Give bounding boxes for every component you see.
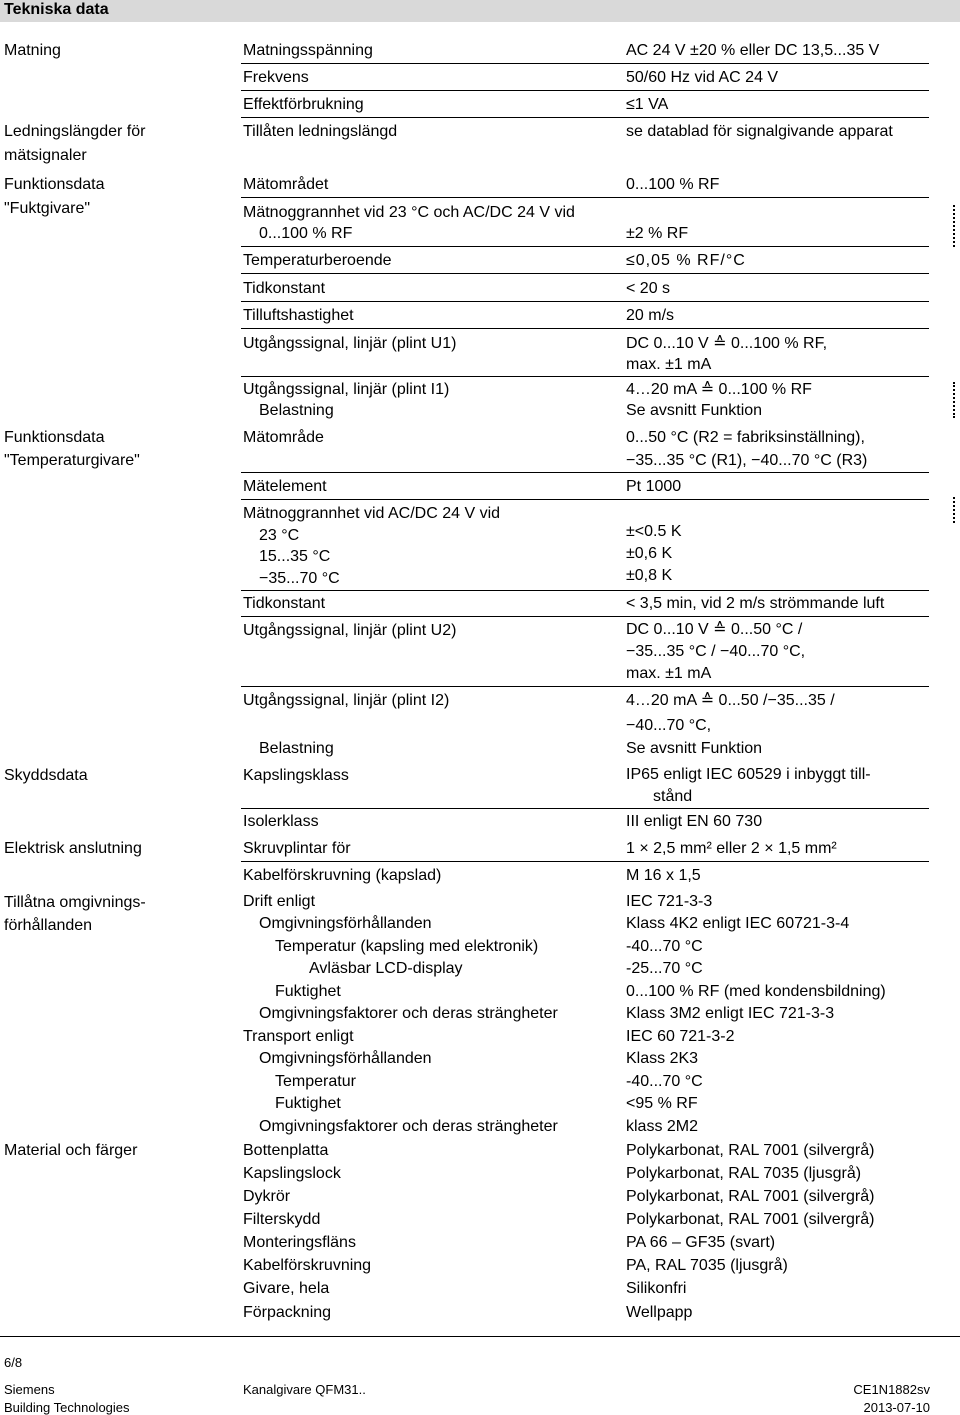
value-drift-fukt: 0...100 % RF (med kondensbildning) (626, 983, 886, 1000)
footer-product: Kanalgivare QFM31.. (243, 1382, 366, 1397)
value-noggrannhet-t-35-70: ±0,8 K (626, 567, 673, 584)
row-divider (241, 63, 929, 64)
label-matningsspanning: Matningsspänning (243, 42, 373, 59)
label-material: Monteringsfläns (243, 1234, 356, 1251)
row-divider (241, 472, 929, 473)
category-fukt-line1: Funktionsdata (4, 176, 105, 193)
label-utg-u1: Utgångssignal, linjär (plint U1) (243, 335, 457, 352)
value-noggrannhet-t-23: ±<0.5 K (626, 523, 682, 540)
label-noggrannhet-t-35-70: −35...70 °C (259, 570, 340, 587)
label-noggrannhet-t-23: 23 °C (259, 527, 300, 544)
row-divider (241, 499, 929, 500)
value-kabelforskruvning: M 16 x 1,5 (626, 867, 701, 884)
label-drift-fukt: Fuktighet (275, 983, 341, 1000)
category-ledning-line1: Ledningslängder för (4, 123, 146, 140)
value-material: Polykarbonat, RAL 7001 (silvergrå) (626, 1188, 875, 1205)
label-effekt: Effektförbrukning (243, 96, 364, 113)
value-drift-faktor: Klass 3M2 enligt IEC 721-3-3 (626, 1005, 835, 1022)
label-utg-u2: Utgångssignal, linjär (plint U2) (243, 622, 457, 639)
value-utg-u2-line2: −35...35 °C / −40...70 °C, (626, 643, 806, 660)
row-divider (241, 686, 929, 687)
label-kapslingsklass: Kapslingsklass (243, 767, 349, 784)
row-divider (241, 117, 929, 118)
label-drift-lcd: Avläsbar LCD-display (309, 960, 463, 977)
value-material: Polykarbonat, RAL 7001 (silvergrå) (626, 1211, 875, 1228)
value-material: Polykarbonat, RAL 7001 (silvergrå) (626, 1142, 875, 1159)
category-skydd: Skyddsdata (4, 767, 88, 784)
label-matomrade-t: Mätområde (243, 429, 324, 446)
value-drift-temp: -40...70 °C (626, 938, 703, 955)
value-drift-omgiv: Klass 4K2 enligt IEC 60721-3-4 (626, 915, 850, 932)
category-ledning-line2: mätsignaler (4, 147, 87, 164)
value-material: Polykarbonat, RAL 7035 (ljusgrå) (626, 1165, 862, 1182)
revision-mark (953, 205, 959, 247)
label-utg-i2: Utgångssignal, linjär (plint I2) (243, 692, 450, 709)
label-ledningslangd: Tillåten ledningslängd (243, 123, 398, 140)
value-material: Wellpapp (626, 1304, 693, 1321)
value-utg-i1-line1: 4…20 mA ≙ 0...100 % RF (626, 381, 812, 398)
value-utg-i2-line1: 4…20 mA ≙ 0...50 /−35...35 / (626, 692, 835, 709)
value-material: Silikonfri (626, 1280, 687, 1297)
value-transport-temp: -40...70 °C (626, 1073, 703, 1090)
label-matelement: Mätelement (243, 478, 327, 495)
label-transport-omgiv: Omgivningsförhållanden (259, 1050, 432, 1067)
label-material: Kabelförskruvning (243, 1257, 372, 1274)
category-elektrisk: Elektrisk anslutning (4, 840, 142, 857)
value-material: PA, RAL 7035 (ljusgrå) (626, 1257, 788, 1274)
revision-mark (953, 382, 959, 418)
label-tidkonstant-t: Tidkonstant (243, 595, 326, 612)
label-transport-temp: Temperatur (275, 1073, 356, 1090)
row-divider (241, 616, 929, 617)
value-matelement: Pt 1000 (626, 478, 682, 495)
row-divider (241, 590, 929, 591)
label-material: Filterskydd (243, 1211, 321, 1228)
label-noggrannhet-t-line1: Mätnoggrannhet vid AC/DC 24 V vid (243, 505, 501, 522)
row-divider (241, 861, 929, 862)
footer-company-line2: Building Technologies (4, 1400, 130, 1415)
category-material: Material och färger (4, 1142, 138, 1159)
label-frekvens: Frekvens (243, 69, 309, 86)
value-isolerklass: III enligt EN 60 730 (626, 813, 763, 830)
footer-doc-id: CE1N1882sv (853, 1382, 930, 1397)
title-bar (0, 0, 960, 22)
value-transport-omgiv: Klass 2K3 (626, 1050, 699, 1067)
category-temp-line2: "Temperaturgivare" (4, 452, 140, 469)
category-temp-line1: Funktionsdata (4, 429, 105, 446)
label-drift: Drift enligt (243, 893, 316, 910)
category-omgiv-line1: Tillåtna omgivnings- (4, 894, 146, 911)
label-material: Kapslingslock (243, 1165, 341, 1182)
label-material: Förpackning (243, 1304, 332, 1321)
footer-company-line1: Siemens (4, 1382, 55, 1397)
page-title: Tekniska data (4, 1, 109, 18)
row-divider (241, 197, 929, 198)
label-drift-temp: Temperatur (kapsling med elektronik) (275, 938, 539, 955)
row-divider (241, 301, 929, 302)
value-transport: IEC 60 721-3-2 (626, 1028, 735, 1045)
value-transport-faktor: klass 2M2 (626, 1118, 699, 1135)
value-noggrannhet-t-15-35: ±0,6 K (626, 545, 673, 562)
value-utg-u2-line1: DC 0...10 V ≙ 0...50 °C / (626, 621, 803, 638)
row-divider (241, 246, 929, 247)
row-divider (241, 808, 929, 809)
value-tidkonstant-t: < 3,5 min, vid 2 m/s strömmande luft (626, 595, 885, 612)
label-temperaturberoende: Temperaturberoende (243, 252, 392, 269)
value-tilluft: 20 m/s (626, 307, 675, 324)
value-matningsspanning: AC 24 V ±20 % eller DC 13,5...35 V (626, 42, 880, 59)
value-effekt: ≤1 VA (626, 96, 669, 113)
value-skruvplintar: 1 × 2,5 mm² eller 2 × 1,5 mm² (626, 840, 837, 857)
value-matomrade-t-line2: −35...35 °C (R1), −40...70 °C (R3) (626, 452, 868, 469)
footer-divider (0, 1336, 960, 1337)
label-utg-i1-line1: Utgångssignal, linjär (plint I1) (243, 381, 450, 398)
value-drift-lcd: -25...70 °C (626, 960, 703, 977)
value-matomradet-rf: 0...100 % RF (626, 176, 720, 193)
label-tidkonstant-rf: Tidkonstant (243, 280, 326, 297)
label-transport-faktor: Omgivningsfaktorer och deras strängheter (259, 1118, 558, 1135)
value-utg-i2-line2: −40...70 °C, (626, 717, 712, 734)
label-belastning-i2: Belastning (259, 740, 334, 757)
category-fukt-line2: "Fuktgivare" (4, 200, 91, 217)
label-tilluft: Tilluftshastighet (243, 307, 354, 324)
revision-mark (953, 497, 959, 523)
row-divider (241, 328, 929, 329)
value-material: PA 66 – GF35 (svart) (626, 1234, 776, 1251)
value-utg-i1-line2: Se avsnitt Funktion (626, 402, 763, 419)
footer-date: 2013-07-10 (863, 1400, 930, 1415)
category-matning: Matning (4, 42, 61, 59)
value-utg-u1-line2: max. ±1 mA (626, 356, 712, 373)
label-noggrannhet-rf-line1: Mätnoggrannhet vid 23 °C och AC/DC 24 V vid (243, 204, 575, 221)
label-transport: Transport enligt (243, 1028, 354, 1045)
row-divider (241, 90, 929, 91)
value-transport-fukt: <95 % RF (626, 1095, 698, 1112)
row-divider (241, 273, 929, 274)
label-matomradet-rf: Mätområdet (243, 176, 329, 193)
label-isolerklass: Isolerklass (243, 813, 319, 830)
category-omgiv-line2: förhållanden (4, 917, 93, 934)
value-matomrade-t-line1: 0...50 °C (R2 = fabriksinställning), (626, 429, 865, 446)
label-skruvplintar: Skruvplintar för (243, 840, 351, 857)
value-kapslingsklass-line2: stånd (653, 788, 693, 805)
value-temperaturberoende: ≤0,05 % RF/°C (626, 252, 746, 269)
label-kabelforskruvning: Kabelförskruvning (kapslad) (243, 867, 442, 884)
value-utg-u1-line1: DC 0...10 V ≙ 0...100 % RF, (626, 335, 828, 352)
label-material: Givare, hela (243, 1280, 330, 1297)
label-material: Bottenplatta (243, 1142, 329, 1159)
label-transport-fukt: Fuktighet (275, 1095, 341, 1112)
value-utg-i2-line3: Se avsnitt Funktion (626, 740, 763, 757)
label-noggrannhet-rf-line2: 0...100 % RF (259, 225, 353, 242)
value-frekvens: 50/60 Hz vid AC 24 V (626, 69, 779, 86)
value-ledningslangd: se datablad för signalgivande apparat (626, 123, 893, 140)
value-utg-u2-line3: max. ±1 mA (626, 665, 712, 682)
value-noggrannhet-rf: ±2 % RF (626, 225, 689, 242)
row-divider (241, 376, 929, 377)
label-material: Dykrör (243, 1188, 291, 1205)
label-drift-omgiv: Omgivningsförhållanden (259, 915, 432, 932)
footer-page-number: 6/8 (4, 1355, 23, 1370)
label-drift-faktor: Omgivningsfaktorer och deras strängheter (259, 1005, 558, 1022)
value-kapslingsklass-line1: IP65 enligt IEC 60529 i inbyggt till- (626, 766, 871, 783)
value-tidkonstant-rf: < 20 s (626, 280, 671, 297)
value-drift: IEC 721-3-3 (626, 893, 713, 910)
label-utg-i1-line2: Belastning (259, 402, 334, 419)
label-noggrannhet-t-15-35: 15...35 °C (259, 548, 331, 565)
